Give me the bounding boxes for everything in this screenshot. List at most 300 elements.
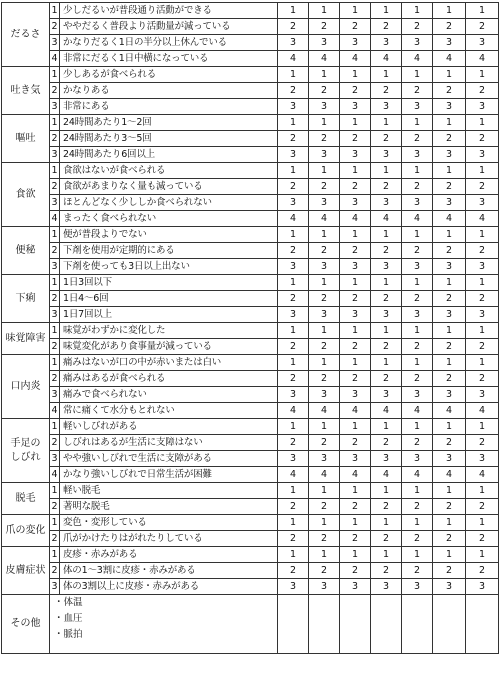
score-cell[interactable]: 3 bbox=[340, 147, 371, 163]
score-cell[interactable]: 3 bbox=[433, 387, 466, 403]
score-cell[interactable]: 2 bbox=[371, 291, 402, 307]
score-cell[interactable]: 2 bbox=[278, 531, 309, 547]
score-cell[interactable]: 2 bbox=[278, 19, 309, 35]
score-cell[interactable]: 1 bbox=[309, 115, 340, 131]
score-cell[interactable]: 3 bbox=[466, 35, 499, 51]
other-score-cell[interactable] bbox=[433, 595, 466, 654]
score-cell[interactable]: 4 bbox=[340, 403, 371, 419]
score-cell[interactable]: 2 bbox=[278, 563, 309, 579]
score-cell[interactable]: 3 bbox=[466, 195, 499, 211]
score-cell[interactable]: 1 bbox=[340, 355, 371, 371]
score-cell[interactable]: 1 bbox=[278, 275, 309, 291]
score-cell[interactable]: 2 bbox=[278, 179, 309, 195]
score-cell[interactable]: 4 bbox=[402, 403, 433, 419]
score-cell[interactable]: 2 bbox=[309, 339, 340, 355]
score-cell[interactable]: 1 bbox=[433, 515, 466, 531]
score-cell[interactable]: 3 bbox=[371, 259, 402, 275]
score-cell[interactable]: 2 bbox=[402, 131, 433, 147]
score-cell[interactable]: 2 bbox=[371, 339, 402, 355]
score-cell[interactable]: 2 bbox=[466, 563, 499, 579]
score-cell[interactable]: 2 bbox=[402, 563, 433, 579]
score-cell[interactable]: 2 bbox=[402, 531, 433, 547]
score-cell[interactable]: 1 bbox=[371, 547, 402, 563]
score-cell[interactable]: 4 bbox=[340, 51, 371, 67]
score-cell[interactable]: 4 bbox=[402, 211, 433, 227]
score-cell[interactable]: 2 bbox=[371, 243, 402, 259]
score-cell[interactable]: 2 bbox=[433, 131, 466, 147]
score-cell[interactable]: 2 bbox=[433, 339, 466, 355]
score-cell[interactable]: 3 bbox=[309, 579, 340, 595]
score-cell[interactable]: 1 bbox=[309, 163, 340, 179]
score-cell[interactable]: 2 bbox=[466, 83, 499, 99]
score-cell[interactable]: 2 bbox=[278, 339, 309, 355]
score-cell[interactable]: 1 bbox=[371, 163, 402, 179]
score-cell[interactable]: 1 bbox=[340, 515, 371, 531]
score-cell[interactable]: 3 bbox=[433, 35, 466, 51]
score-cell[interactable]: 4 bbox=[466, 51, 499, 67]
grade-description: まったく食べられない bbox=[60, 211, 278, 227]
score-cell[interactable]: 2 bbox=[433, 563, 466, 579]
score-cell[interactable]: 3 bbox=[466, 147, 499, 163]
table-row bbox=[2, 3, 499, 19]
score-cell[interactable]: 1 bbox=[371, 323, 402, 339]
score-cell[interactable]: 1 bbox=[402, 547, 433, 563]
score-cell[interactable]: 3 bbox=[340, 579, 371, 595]
score-cell[interactable]: 2 bbox=[309, 531, 340, 547]
score-cell[interactable]: 3 bbox=[278, 195, 309, 211]
score-cell[interactable]: 1 bbox=[433, 115, 466, 131]
score-cell[interactable]: 2 bbox=[340, 371, 371, 387]
score-cell[interactable]: 3 bbox=[433, 147, 466, 163]
score-cell[interactable]: 1 bbox=[433, 419, 466, 435]
score-cell[interactable]: 1 bbox=[433, 483, 466, 499]
score-cell[interactable]: 2 bbox=[340, 243, 371, 259]
score-cell[interactable]: 3 bbox=[466, 259, 499, 275]
score-cell[interactable]: 4 bbox=[433, 51, 466, 67]
table-row bbox=[2, 211, 499, 227]
score-cell[interactable]: 2 bbox=[466, 291, 499, 307]
grade-number: 2 bbox=[50, 499, 60, 515]
grade-description: 下剤を使用が定期的にある bbox=[60, 243, 278, 259]
score-cell[interactable]: 2 bbox=[466, 179, 499, 195]
score-cell[interactable]: 2 bbox=[371, 563, 402, 579]
score-cell[interactable]: 1 bbox=[371, 355, 402, 371]
score-cell[interactable]: 3 bbox=[371, 99, 402, 115]
score-cell[interactable]: 2 bbox=[402, 291, 433, 307]
score-cell[interactable]: 1 bbox=[433, 67, 466, 83]
score-cell[interactable]: 3 bbox=[340, 195, 371, 211]
score-cell[interactable]: 3 bbox=[433, 307, 466, 323]
grade-number: 1 bbox=[50, 67, 60, 83]
score-cell[interactable]: 1 bbox=[433, 275, 466, 291]
score-cell[interactable]: 2 bbox=[340, 531, 371, 547]
table-row bbox=[2, 387, 499, 403]
score-cell[interactable]: 1 bbox=[466, 483, 499, 499]
grade-description: 24時間あたり3～5回 bbox=[60, 131, 278, 147]
score-cell[interactable]: 1 bbox=[466, 115, 499, 131]
score-cell[interactable]: 2 bbox=[278, 291, 309, 307]
score-cell[interactable]: 2 bbox=[433, 19, 466, 35]
grade-number: 3 bbox=[50, 99, 60, 115]
score-cell[interactable]: 2 bbox=[466, 243, 499, 259]
symptom-category: 吐き気 bbox=[2, 67, 50, 115]
score-cell[interactable]: 3 bbox=[340, 99, 371, 115]
score-cell[interactable]: 1 bbox=[402, 227, 433, 243]
score-cell[interactable]: 1 bbox=[340, 115, 371, 131]
score-cell[interactable]: 1 bbox=[278, 547, 309, 563]
score-cell[interactable]: 2 bbox=[466, 371, 499, 387]
score-cell[interactable]: 2 bbox=[433, 291, 466, 307]
score-cell[interactable]: 2 bbox=[402, 19, 433, 35]
other-score-cell[interactable] bbox=[309, 595, 340, 654]
score-cell[interactable]: 4 bbox=[309, 211, 340, 227]
score-cell[interactable]: 2 bbox=[433, 499, 466, 515]
score-cell[interactable]: 1 bbox=[278, 323, 309, 339]
score-cell[interactable]: 1 bbox=[402, 355, 433, 371]
score-cell[interactable]: 3 bbox=[278, 579, 309, 595]
score-cell[interactable]: 2 bbox=[278, 83, 309, 99]
score-cell[interactable]: 3 bbox=[466, 307, 499, 323]
score-cell[interactable]: 4 bbox=[309, 403, 340, 419]
score-cell[interactable]: 2 bbox=[433, 371, 466, 387]
score-cell[interactable]: 3 bbox=[278, 387, 309, 403]
score-cell[interactable]: 1 bbox=[466, 275, 499, 291]
score-cell[interactable]: 4 bbox=[309, 467, 340, 483]
score-cell[interactable]: 3 bbox=[309, 451, 340, 467]
score-cell[interactable]: 3 bbox=[371, 307, 402, 323]
grade-number: 3 bbox=[50, 387, 60, 403]
score-cell[interactable]: 2 bbox=[340, 563, 371, 579]
score-cell[interactable]: 2 bbox=[371, 131, 402, 147]
score-cell[interactable]: 1 bbox=[371, 115, 402, 131]
score-cell[interactable]: 3 bbox=[402, 259, 433, 275]
score-cell[interactable]: 1 bbox=[309, 355, 340, 371]
grade-number: 3 bbox=[50, 307, 60, 323]
other-score-cell[interactable] bbox=[278, 595, 309, 654]
score-cell[interactable]: 2 bbox=[278, 499, 309, 515]
score-cell[interactable]: 1 bbox=[433, 163, 466, 179]
score-cell[interactable]: 1 bbox=[278, 163, 309, 179]
score-cell[interactable]: 2 bbox=[466, 131, 499, 147]
score-cell[interactable]: 1 bbox=[402, 323, 433, 339]
score-cell[interactable]: 3 bbox=[402, 195, 433, 211]
score-cell[interactable]: 3 bbox=[371, 451, 402, 467]
score-cell[interactable]: 4 bbox=[278, 403, 309, 419]
score-cell[interactable]: 1 bbox=[433, 547, 466, 563]
score-cell[interactable]: 3 bbox=[309, 387, 340, 403]
score-cell[interactable]: 1 bbox=[278, 227, 309, 243]
score-cell[interactable]: 3 bbox=[402, 307, 433, 323]
score-cell[interactable]: 3 bbox=[433, 195, 466, 211]
score-cell[interactable]: 3 bbox=[402, 99, 433, 115]
score-cell[interactable]: 2 bbox=[433, 243, 466, 259]
score-cell[interactable]: 2 bbox=[278, 435, 309, 451]
score-cell[interactable]: 1 bbox=[278, 115, 309, 131]
grade-description: 24時間あたり6回以上 bbox=[60, 147, 278, 163]
score-cell[interactable]: 1 bbox=[309, 275, 340, 291]
score-cell[interactable]: 3 bbox=[433, 99, 466, 115]
score-cell[interactable]: 1 bbox=[466, 67, 499, 83]
score-cell[interactable]: 3 bbox=[309, 147, 340, 163]
score-cell[interactable]: 4 bbox=[466, 467, 499, 483]
score-cell[interactable]: 1 bbox=[278, 67, 309, 83]
score-cell[interactable]: 2 bbox=[340, 291, 371, 307]
score-cell[interactable]: 4 bbox=[340, 467, 371, 483]
score-cell[interactable]: 3 bbox=[278, 259, 309, 275]
score-cell[interactable]: 3 bbox=[340, 451, 371, 467]
score-cell[interactable]: 3 bbox=[278, 99, 309, 115]
score-cell[interactable]: 1 bbox=[309, 483, 340, 499]
score-cell[interactable]: 2 bbox=[433, 531, 466, 547]
score-cell[interactable]: 1 bbox=[466, 163, 499, 179]
score-cell[interactable]: 1 bbox=[309, 3, 340, 19]
score-cell[interactable]: 1 bbox=[402, 67, 433, 83]
score-cell[interactable]: 1 bbox=[402, 163, 433, 179]
score-cell[interactable]: 2 bbox=[309, 291, 340, 307]
score-cell[interactable]: 3 bbox=[402, 35, 433, 51]
score-cell[interactable]: 4 bbox=[402, 467, 433, 483]
score-cell[interactable]: 1 bbox=[466, 547, 499, 563]
score-cell[interactable]: 2 bbox=[402, 339, 433, 355]
score-cell[interactable]: 2 bbox=[371, 499, 402, 515]
score-cell[interactable]: 2 bbox=[309, 499, 340, 515]
table-row bbox=[2, 451, 499, 467]
symptom-category: 皮膚症状 bbox=[2, 547, 50, 595]
score-cell[interactable]: 2 bbox=[309, 179, 340, 195]
table-row bbox=[2, 227, 499, 243]
score-cell[interactable]: 4 bbox=[340, 211, 371, 227]
table-row bbox=[2, 483, 499, 499]
score-cell[interactable]: 2 bbox=[433, 435, 466, 451]
score-cell[interactable]: 1 bbox=[466, 419, 499, 435]
score-cell[interactable]: 1 bbox=[309, 323, 340, 339]
score-cell[interactable]: 4 bbox=[433, 467, 466, 483]
score-cell[interactable]: 3 bbox=[466, 579, 499, 595]
score-cell[interactable]: 1 bbox=[371, 3, 402, 19]
symptom-category: 味覚障害 bbox=[2, 323, 50, 355]
score-cell[interactable]: 4 bbox=[371, 467, 402, 483]
score-cell[interactable]: 1 bbox=[433, 227, 466, 243]
score-cell[interactable]: 3 bbox=[309, 259, 340, 275]
score-cell[interactable]: 3 bbox=[371, 147, 402, 163]
score-cell[interactable]: 2 bbox=[402, 499, 433, 515]
score-cell[interactable]: 3 bbox=[278, 451, 309, 467]
score-cell[interactable]: 3 bbox=[309, 35, 340, 51]
table-row bbox=[2, 323, 499, 339]
score-cell[interactable]: 2 bbox=[466, 435, 499, 451]
score-cell[interactable]: 1 bbox=[309, 419, 340, 435]
grade-number: 1 bbox=[50, 355, 60, 371]
score-cell[interactable]: 3 bbox=[340, 387, 371, 403]
score-cell[interactable]: 1 bbox=[402, 3, 433, 19]
score-cell[interactable]: 4 bbox=[371, 51, 402, 67]
score-cell[interactable]: 4 bbox=[466, 403, 499, 419]
score-cell[interactable]: 1 bbox=[309, 227, 340, 243]
score-cell[interactable]: 2 bbox=[433, 83, 466, 99]
score-cell[interactable]: 1 bbox=[433, 323, 466, 339]
score-cell[interactable]: 3 bbox=[433, 451, 466, 467]
score-cell[interactable]: 2 bbox=[433, 179, 466, 195]
score-cell[interactable]: 2 bbox=[402, 243, 433, 259]
score-cell[interactable]: 2 bbox=[466, 19, 499, 35]
score-cell[interactable]: 2 bbox=[402, 435, 433, 451]
score-cell[interactable]: 1 bbox=[433, 355, 466, 371]
score-cell[interactable]: 1 bbox=[402, 419, 433, 435]
score-cell[interactable]: 2 bbox=[371, 435, 402, 451]
score-cell[interactable]: 1 bbox=[340, 3, 371, 19]
score-cell[interactable]: 2 bbox=[371, 179, 402, 195]
score-cell[interactable]: 1 bbox=[371, 515, 402, 531]
score-cell[interactable]: 3 bbox=[371, 387, 402, 403]
score-cell[interactable]: 4 bbox=[402, 51, 433, 67]
score-cell[interactable]: 3 bbox=[402, 579, 433, 595]
score-cell[interactable]: 1 bbox=[340, 419, 371, 435]
score-cell[interactable]: 3 bbox=[278, 35, 309, 51]
score-cell[interactable]: 1 bbox=[309, 67, 340, 83]
score-cell[interactable]: 1 bbox=[466, 323, 499, 339]
score-cell[interactable]: 2 bbox=[371, 19, 402, 35]
score-cell[interactable]: 1 bbox=[402, 275, 433, 291]
score-cell[interactable]: 1 bbox=[371, 275, 402, 291]
score-cell[interactable]: 1 bbox=[278, 483, 309, 499]
score-cell[interactable]: 1 bbox=[402, 483, 433, 499]
grade-number: 2 bbox=[50, 531, 60, 547]
grade-number: 3 bbox=[50, 259, 60, 275]
other-score-cell[interactable] bbox=[340, 595, 371, 654]
score-cell[interactable]: 3 bbox=[309, 307, 340, 323]
score-cell[interactable]: 4 bbox=[309, 51, 340, 67]
score-cell[interactable]: 4 bbox=[433, 403, 466, 419]
score-cell[interactable]: 3 bbox=[278, 307, 309, 323]
score-cell[interactable]: 1 bbox=[340, 227, 371, 243]
grade-description: ややだるく普段より活動量が減っている bbox=[60, 19, 278, 35]
score-cell[interactable]: 3 bbox=[371, 35, 402, 51]
score-cell[interactable]: 3 bbox=[402, 451, 433, 467]
score-cell[interactable]: 1 bbox=[340, 275, 371, 291]
table-row bbox=[2, 307, 499, 323]
score-cell[interactable]: 3 bbox=[309, 99, 340, 115]
score-cell[interactable]: 3 bbox=[402, 387, 433, 403]
score-cell[interactable]: 1 bbox=[340, 483, 371, 499]
score-cell[interactable]: 1 bbox=[433, 3, 466, 19]
score-cell[interactable]: 2 bbox=[402, 371, 433, 387]
score-cell[interactable]: 4 bbox=[278, 51, 309, 67]
score-cell[interactable]: 1 bbox=[466, 355, 499, 371]
grade-number: 1 bbox=[50, 515, 60, 531]
score-cell[interactable]: 2 bbox=[371, 531, 402, 547]
grade-description: 1日7回以上 bbox=[60, 307, 278, 323]
score-cell[interactable]: 3 bbox=[433, 579, 466, 595]
score-cell[interactable]: 3 bbox=[340, 259, 371, 275]
score-cell[interactable]: 1 bbox=[371, 227, 402, 243]
score-cell[interactable]: 2 bbox=[402, 83, 433, 99]
other-score-cell[interactable] bbox=[371, 595, 402, 654]
grade-description: 変色・変形している bbox=[60, 515, 278, 531]
score-cell[interactable]: 1 bbox=[278, 515, 309, 531]
score-cell[interactable]: 3 bbox=[340, 307, 371, 323]
score-cell[interactable]: 4 bbox=[433, 211, 466, 227]
score-cell[interactable]: 1 bbox=[278, 3, 309, 19]
score-cell[interactable]: 2 bbox=[371, 83, 402, 99]
score-cell[interactable]: 4 bbox=[278, 211, 309, 227]
score-cell[interactable]: 1 bbox=[340, 67, 371, 83]
table-row bbox=[2, 563, 499, 579]
score-cell[interactable]: 1 bbox=[278, 355, 309, 371]
score-cell[interactable]: 2 bbox=[340, 19, 371, 35]
symptom-category: 下痢 bbox=[2, 275, 50, 323]
score-cell[interactable]: 2 bbox=[309, 563, 340, 579]
score-cell[interactable]: 1 bbox=[402, 515, 433, 531]
score-cell[interactable]: 2 bbox=[278, 243, 309, 259]
score-cell[interactable]: 1 bbox=[402, 115, 433, 131]
score-cell[interactable]: 3 bbox=[371, 195, 402, 211]
score-cell[interactable]: 1 bbox=[340, 547, 371, 563]
score-cell[interactable]: 2 bbox=[402, 179, 433, 195]
score-cell[interactable]: 4 bbox=[466, 211, 499, 227]
score-cell[interactable]: 1 bbox=[466, 515, 499, 531]
score-cell[interactable]: 2 bbox=[371, 371, 402, 387]
score-cell[interactable]: 4 bbox=[278, 467, 309, 483]
symptom-category: 爪の変化 bbox=[2, 515, 50, 547]
score-cell[interactable]: 2 bbox=[340, 499, 371, 515]
score-cell[interactable]: 2 bbox=[340, 83, 371, 99]
score-cell[interactable]: 1 bbox=[340, 163, 371, 179]
score-cell[interactable]: 1 bbox=[371, 67, 402, 83]
score-cell[interactable]: 1 bbox=[278, 419, 309, 435]
other-score-cell[interactable] bbox=[402, 595, 433, 654]
score-cell[interactable]: 2 bbox=[466, 339, 499, 355]
score-cell[interactable]: 2 bbox=[309, 83, 340, 99]
table-row bbox=[2, 467, 499, 483]
score-cell[interactable]: 2 bbox=[309, 19, 340, 35]
score-cell[interactable]: 2 bbox=[340, 435, 371, 451]
score-cell[interactable]: 4 bbox=[371, 403, 402, 419]
score-cell[interactable]: 2 bbox=[309, 131, 340, 147]
score-cell[interactable]: 2 bbox=[309, 243, 340, 259]
score-cell[interactable]: 2 bbox=[278, 371, 309, 387]
score-cell[interactable]: 2 bbox=[309, 435, 340, 451]
score-cell[interactable]: 2 bbox=[466, 531, 499, 547]
score-cell[interactable]: 1 bbox=[371, 419, 402, 435]
score-cell[interactable]: 3 bbox=[466, 99, 499, 115]
score-cell[interactable]: 1 bbox=[466, 3, 499, 19]
score-cell[interactable]: 1 bbox=[466, 227, 499, 243]
score-cell[interactable]: 4 bbox=[371, 211, 402, 227]
score-cell[interactable]: 3 bbox=[278, 147, 309, 163]
score-cell[interactable]: 2 bbox=[340, 179, 371, 195]
grade-description: 非常にだるく1日中横になっている bbox=[60, 51, 278, 67]
score-cell[interactable]: 3 bbox=[466, 451, 499, 467]
table-row bbox=[2, 579, 499, 595]
other-score-cell[interactable] bbox=[466, 595, 499, 654]
score-cell[interactable]: 1 bbox=[340, 323, 371, 339]
score-cell[interactable]: 2 bbox=[340, 131, 371, 147]
score-cell[interactable]: 3 bbox=[402, 147, 433, 163]
score-cell[interactable]: 3 bbox=[340, 35, 371, 51]
score-cell[interactable]: 1 bbox=[309, 515, 340, 531]
score-cell[interactable]: 2 bbox=[278, 131, 309, 147]
score-cell[interactable]: 3 bbox=[433, 259, 466, 275]
score-cell[interactable]: 1 bbox=[371, 483, 402, 499]
score-cell[interactable]: 3 bbox=[466, 387, 499, 403]
score-cell[interactable]: 2 bbox=[309, 371, 340, 387]
table-row bbox=[2, 531, 499, 547]
score-cell[interactable]: 2 bbox=[466, 499, 499, 515]
score-cell[interactable]: 3 bbox=[371, 579, 402, 595]
score-cell[interactable]: 1 bbox=[309, 547, 340, 563]
score-cell[interactable]: 2 bbox=[340, 339, 371, 355]
score-cell[interactable]: 3 bbox=[309, 195, 340, 211]
